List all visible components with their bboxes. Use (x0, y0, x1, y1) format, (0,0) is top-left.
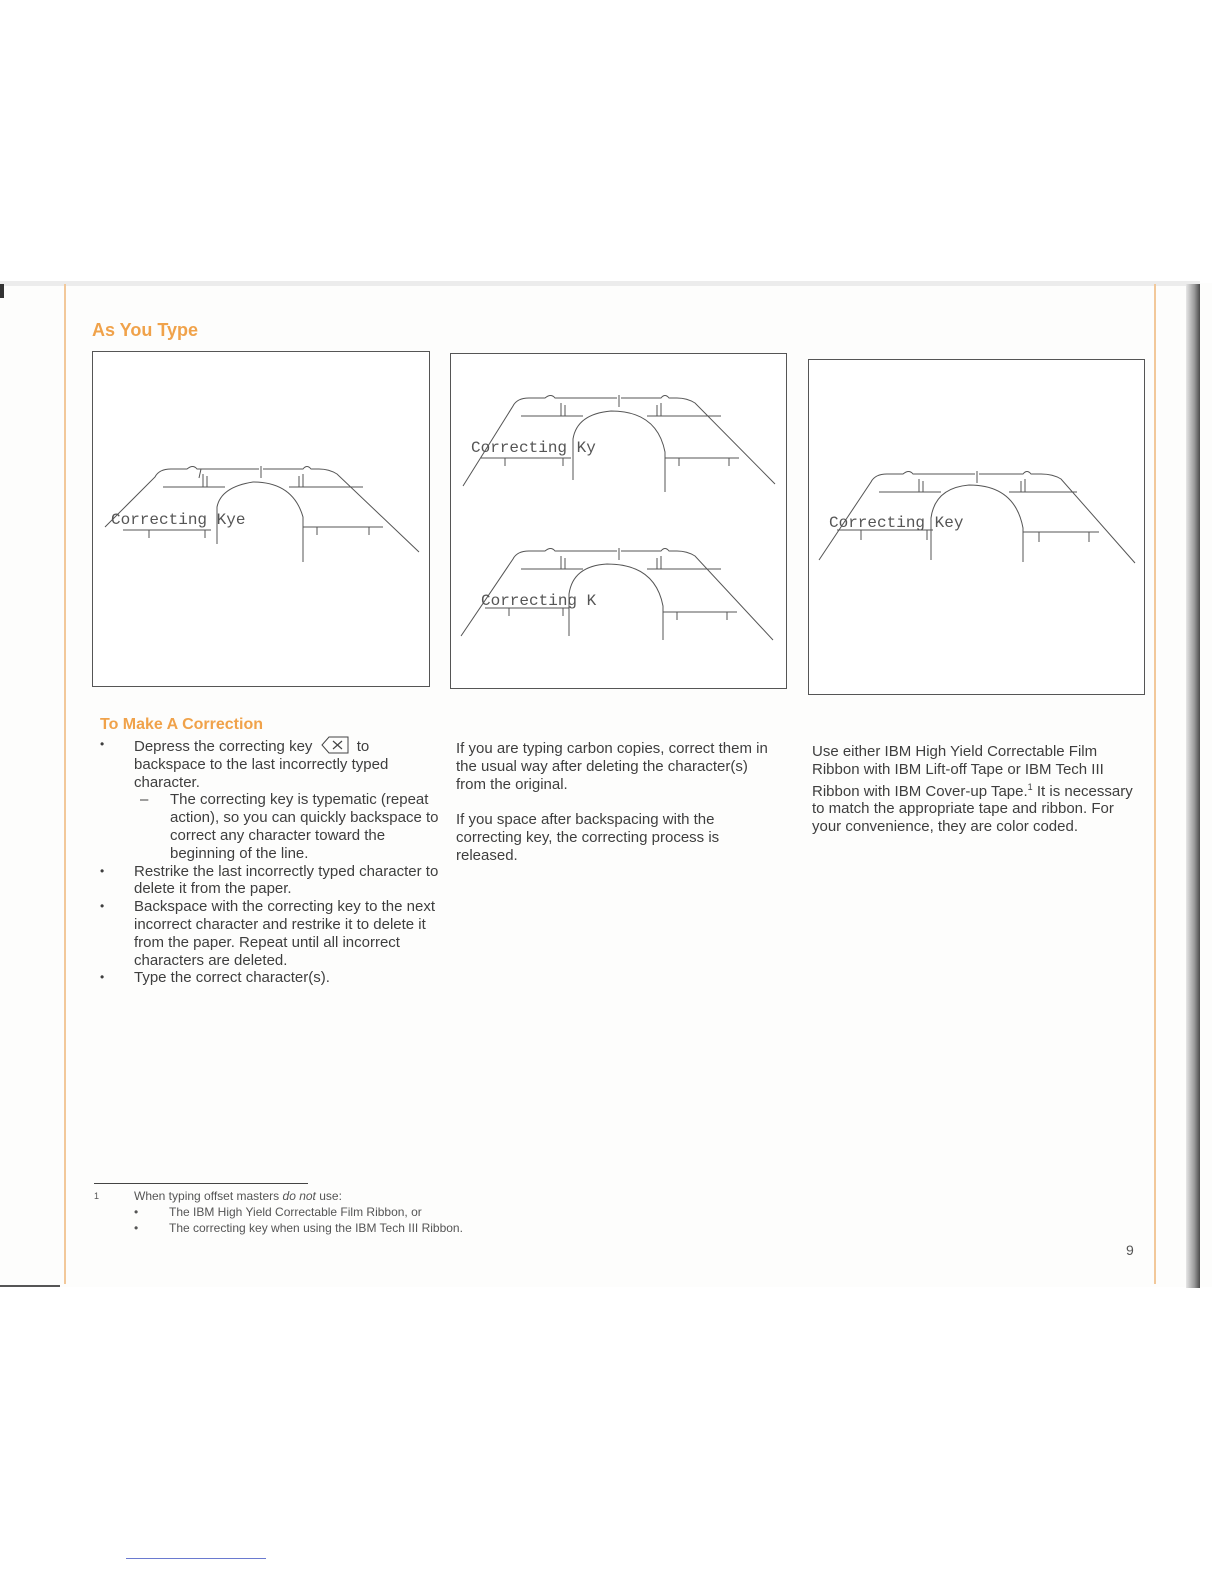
footnote-text: When typing offset masters (134, 1189, 283, 1203)
list-item: • The IBM High Yield Correctable Film Ribbon, or (134, 1204, 463, 1220)
footnote-ref: 1 (1027, 781, 1033, 792)
section-heading: As You Type (92, 320, 199, 340)
typing-element-illustration (451, 354, 786, 688)
carbon-copies-column (456, 740, 778, 883)
subsection-heading: To Make A Correction (100, 716, 263, 733)
footnote-number: 1 (94, 1191, 100, 1201)
typing-element-illustration (93, 352, 429, 686)
ribbon-column (812, 743, 1134, 854)
step-text: Depress the correcting key (134, 738, 313, 755)
footnote-emphasis: do not (282, 1189, 316, 1203)
illustration-panel-3 (808, 359, 1145, 695)
typed-text-line: Correcting Key (829, 514, 964, 532)
paragraph-text: It is necessary to match the appropriate tape and ribbon. For your convenience, they are color coded. (812, 782, 1133, 836)
list-item: – The correcting key is typematic (repeat action), so you can quickly backspace to correct any character toward the beginning of the line. (134, 791, 440, 862)
footnote-list (134, 1204, 463, 1236)
correction-steps-list (100, 736, 440, 987)
illustration-panel-1 (92, 351, 430, 687)
page-top-edge (0, 281, 1200, 286)
typed-text-line: Correcting Ky (471, 439, 596, 457)
list-item (100, 736, 440, 863)
paragraph-text: Use either IBM High Yield Correctable Film Ribbon with IBM Lift-off Tape or IBM Tech III Ribbon with IBM Cover-up Tape. (812, 743, 1104, 800)
binding-spine (1186, 284, 1200, 1288)
list-item: • Restrike the last incorrectly typed character to delete it from the paper. (100, 863, 440, 899)
sub-list (134, 791, 440, 862)
step-text: to backspace to the last incorrectly typed character. (134, 738, 389, 791)
paragraph (812, 743, 1134, 836)
list-item: • The correcting key when using the IBM Tech III Ribbon. (134, 1220, 463, 1236)
page-number: 9 (1126, 1242, 1134, 1258)
list-item: • Type the correct character(s). (100, 969, 440, 987)
left-margin-rule (64, 284, 66, 1284)
underline-artifact (126, 1558, 266, 1559)
footnote-divider (94, 1183, 308, 1184)
typed-text-line: Correcting K (481, 592, 597, 610)
typed-text-line: Correcting Kye (111, 511, 246, 529)
paragraph: If you are typing carbon copies, correct them in the usual way after deleting the character(s) from the original. (456, 740, 768, 793)
footnote-text: use: (315, 1189, 342, 1203)
right-margin-rule (1154, 284, 1156, 1284)
illustration-panel-2 (450, 353, 787, 689)
paragraph: If you space after backspacing with the correcting key, the correcting process is released. (456, 811, 720, 864)
page-bottom-edge (0, 1285, 60, 1287)
correction-steps-column (100, 736, 440, 987)
typing-element-illustration (809, 360, 1144, 694)
list-item: • Backspace with the correcting key to the next incorrect character and restrike it to delete it from the paper. Repeat until all incorrect characters are deleted. (100, 898, 440, 969)
footnote-intro (134, 1188, 342, 1204)
page-corner-mark (0, 284, 4, 298)
backspace-x-key-icon (321, 736, 349, 754)
